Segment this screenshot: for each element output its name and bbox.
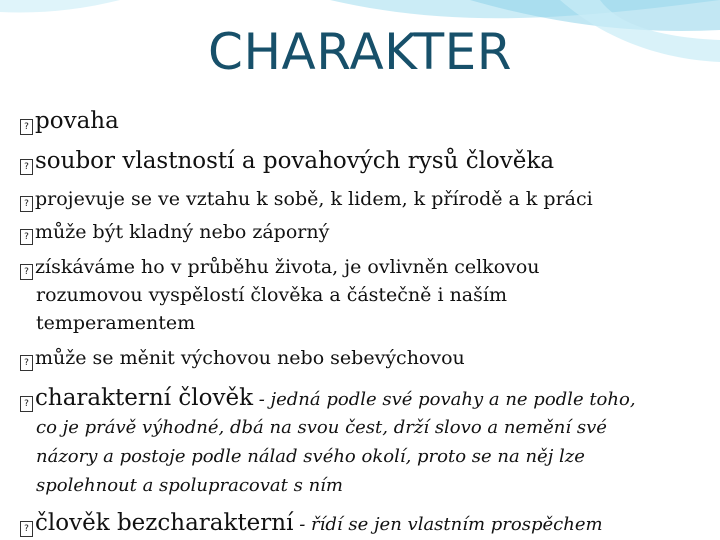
bullet-term: člověk bezcharakterní (35, 510, 294, 536)
bullet-ziskavame-line3: temperamentem (36, 312, 196, 334)
bullet-menit (20, 344, 710, 372)
bullet-ziskavame-line2: rozumovou vyspělostí člověka a částečně i naším (36, 284, 507, 306)
bullet-text: řídí se jen vlastním prospěchem (311, 514, 603, 535)
bullet-term: charakterní člověk (35, 385, 254, 411)
bullet-povaha (20, 106, 710, 136)
bullet-charakterni-line2: co je právě výhodné, dbá na svou čest, drží slovo a nemění své (36, 417, 607, 438)
bullet-charakterni (20, 383, 710, 415)
bullet-soubor (20, 146, 710, 176)
bullet-box-icon: ? (20, 229, 33, 245)
bullet-separator: - (253, 389, 271, 410)
bullet-box-icon: ? (20, 119, 33, 135)
bullet-box-icon: ? (20, 196, 33, 212)
bullet-projevuje (20, 185, 710, 213)
bullet-charakterni-line3: názory a postoje podle nálad svého okolí, proto se na něj lze (36, 446, 585, 467)
bullet-text: může být kladný nebo záporný (35, 221, 330, 243)
bullet-separator: - (293, 514, 311, 535)
bullet-charakterni-line4: spolehnout a spolupracovat s ním (36, 475, 343, 496)
bullet-box-icon: ? (20, 521, 33, 537)
bullet-box-icon: ? (20, 355, 33, 371)
bullet-ziskavame (20, 253, 710, 281)
bullet-box-icon: ? (20, 159, 33, 175)
bullet-text: soubor vlastností a povahových rysů člověka (35, 148, 555, 174)
bullet-text: jedná podle své povahy a ne podle toho, (270, 389, 636, 410)
bullet-box-icon: ? (20, 396, 33, 412)
bullet-text: může se měnit výchovou nebo sebevýchovou (35, 347, 465, 369)
bullet-muze-byt (20, 218, 710, 246)
bullet-text: získáváme ho v průběhu života, je ovlivněn celkovou (35, 256, 540, 278)
bullet-text: projevuje se ve vztahu k sobě, k lidem, k přírodě a k práci (35, 188, 593, 210)
bullet-text: povaha (35, 108, 119, 134)
page-title: CHARAKTER (208, 23, 512, 81)
bullet-box-icon: ? (20, 264, 33, 280)
bullet-bezcharakterni (20, 508, 710, 540)
